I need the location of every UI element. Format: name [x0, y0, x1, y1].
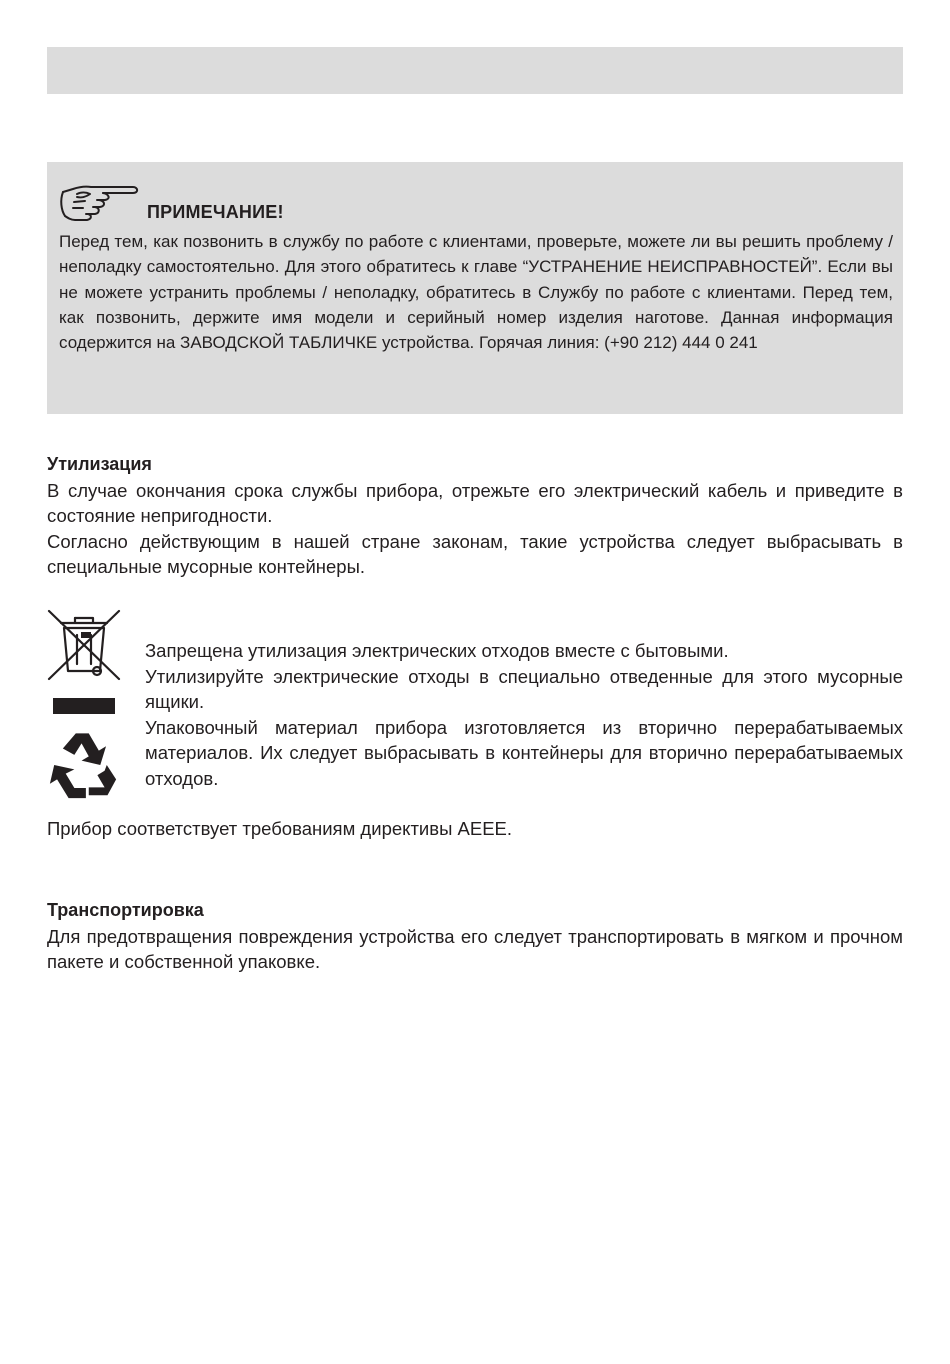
note-text: Перед тем, как позвонить в службу по работе с клиентами, проверьте, можете ли вы решить проблему / неполадку самостоятельно. Для этого обратитесь к главе “УСТРАНЕНИЕ НЕИСПРАВНОСТЕЙ”. Если вы не можете устранить проблемы / неполадку, обратитесь в Службу по работе с клиентами. Перед тем, как позвонить, держите имя модели и серийный номер изделия наготове. Данная информация содержится на ЗАВОДСКОЙ ТАБЛИЧКЕ устройства. Горячая линия: (+90 212) 444 0 241 [59, 232, 893, 353]
transport-section [47, 898, 903, 975]
symbols-text [145, 638, 903, 791]
disposal-paragraph-1: В случае окончания срока службы прибора, отрежьте его электрический кабель и приведите в состояние непригодности. [47, 479, 903, 526]
disposal-paragraph-2: Согласно действующим в нашей стране законам, такие устройства следует выбрасывать в специальные мусорные контейнеры. [47, 530, 903, 577]
transport-text: Для предотвращения повреждения устройства его следует транспортировать в мягком и прочном пакете и собственной упаковке. [47, 925, 903, 972]
note-header [59, 182, 893, 224]
crossed-bin-icon [47, 609, 123, 715]
note-box [47, 162, 903, 414]
symbols-line-1: Запрещена утилизация электрических отходов вместе с бытовыми. [145, 640, 729, 661]
disposal-section [47, 452, 903, 580]
transport-heading: Транспортировка [47, 900, 204, 920]
header-bar [47, 47, 903, 94]
pointing-hand-icon [59, 184, 141, 224]
aeee-compliance: Прибор соответствует требованиям директивы АЕЕЕ. [47, 818, 513, 839]
note-title: ПРИМЕЧАНИЕ! [147, 202, 284, 222]
disposal-icons [47, 609, 125, 801]
symbols-line-3: Упаковочный материал прибора изготовляется из вторично перерабатываемых материалов. Их следует выбрасывать в контейнеры для вторично перерабатываемых отходов. [145, 716, 903, 789]
recycle-icon [47, 729, 119, 801]
disposal-heading: Утилизация [47, 454, 152, 474]
symbols-line-2: Утилизируйте электрические отходы в специально отведенные для этого мусорные ящики. [145, 665, 903, 712]
